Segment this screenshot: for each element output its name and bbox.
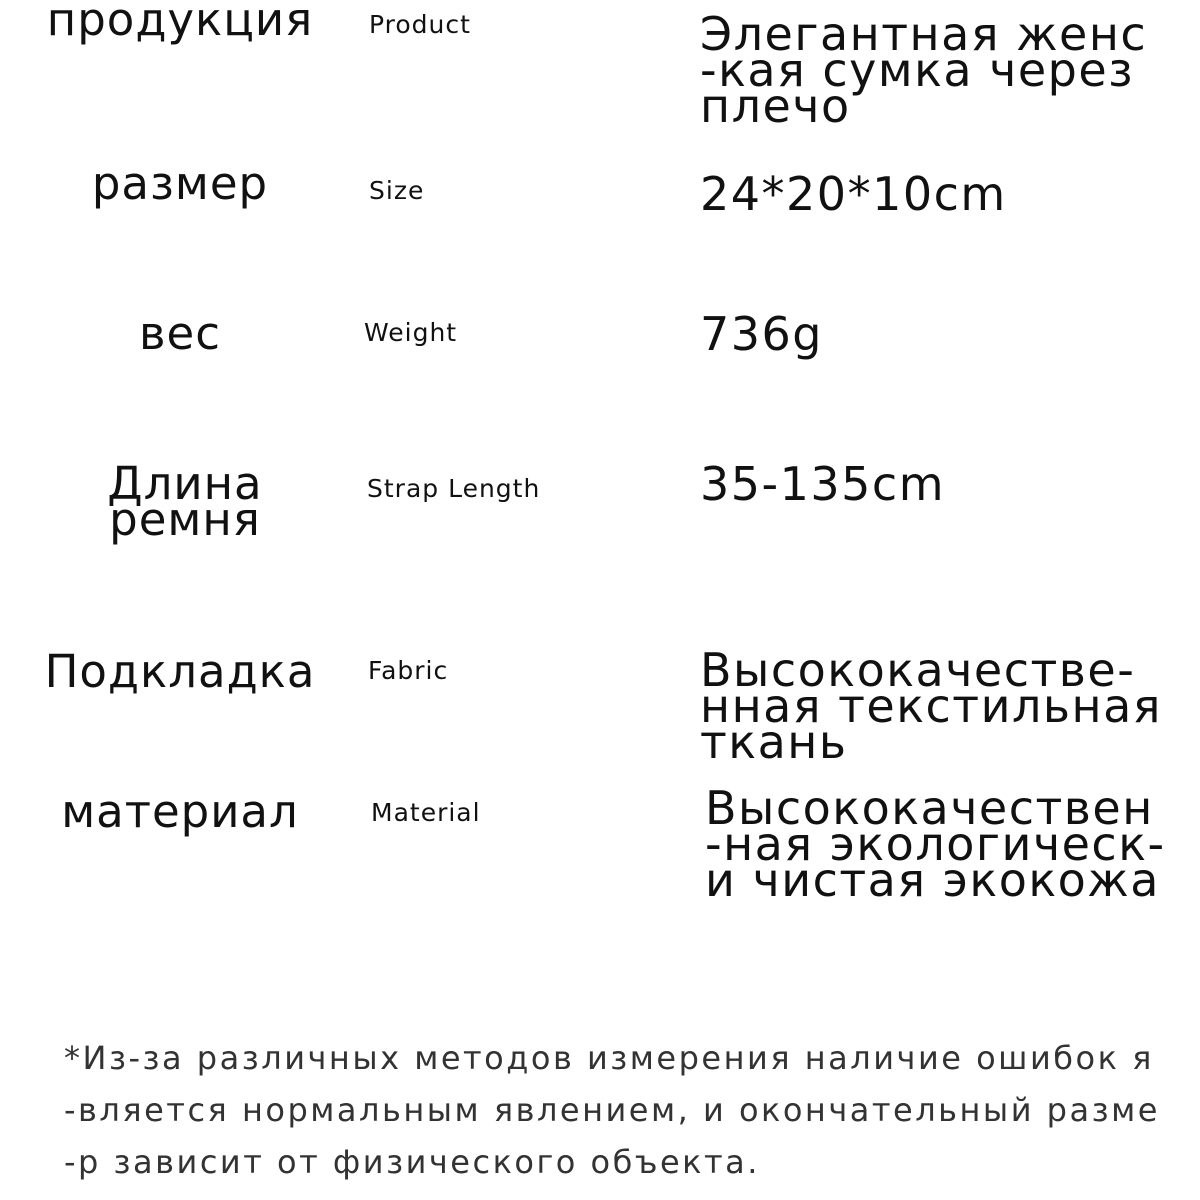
- measurement-disclaimer: *Из-за различных методов измерения наличие ошибок я -вляется нормальным явлением, и окончательный разме -р зависит от физического объекта.: [64, 1039, 1160, 1181]
- weight-value: 736g: [700, 307, 823, 361]
- weight-ru-label: вес: [139, 307, 221, 360]
- fabric-ru-label: Подкладка: [44, 645, 316, 698]
- weight-en-label: Weight: [364, 318, 458, 347]
- strap-length-en-label: Strap Length: [367, 474, 541, 503]
- strap-length-value: 35-135cm: [700, 457, 946, 511]
- size-en-label: Size: [369, 176, 425, 205]
- product-en-label: Product: [369, 10, 471, 39]
- size-value: 24*20*10cm: [700, 167, 1007, 221]
- strap-length-ru-label: Длина ремня: [107, 457, 263, 546]
- size-ru-label: размер: [91, 157, 269, 210]
- material-en-label: Material: [371, 798, 481, 827]
- fabric-value: Высококачестве- нная текстильная ткань: [700, 643, 1162, 769]
- material-ru-label: материал: [61, 785, 299, 838]
- fabric-en-label: Fabric: [368, 656, 449, 685]
- product-ru-label: продукция: [46, 0, 314, 46]
- material-value: Высококачествен -ная экологическ- и чистая экокожа: [705, 781, 1166, 907]
- product-value: Элегантная женс -кая сумка через плечо: [700, 7, 1148, 133]
